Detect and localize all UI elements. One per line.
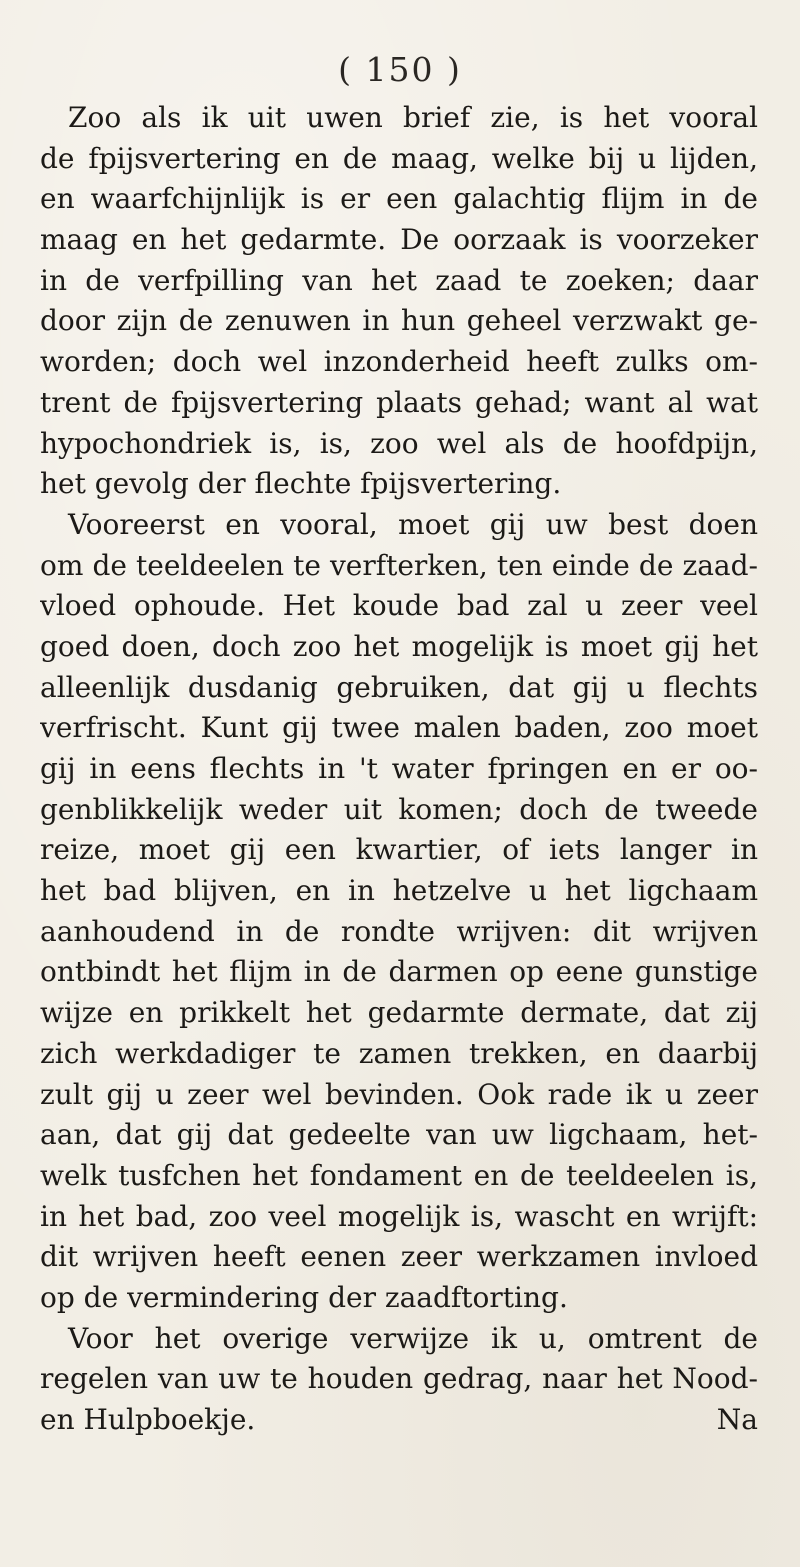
text-line: aanhoudend in de rondte wrijven: dit wrijven bbox=[40, 914, 758, 948]
catchword: Na bbox=[716, 1403, 758, 1436]
final-line-text: en Hulpboekje. bbox=[40, 1403, 256, 1436]
text-line: in het bad, zoo veel mogelijk is, wascht en wrijft: bbox=[40, 1199, 758, 1233]
text-line: door zijn de zenuwen in hun geheel verzwakt ge- bbox=[40, 304, 758, 338]
text-line: Voor het overige verwijze ik u, omtrent de bbox=[68, 1321, 758, 1355]
text-line: Zoo als ik uit uwen brief zie, is het vooral bbox=[68, 101, 758, 134]
body-text bbox=[40, 98, 758, 1441]
text-line: dit wrijven heeft eenen zeer werkzamen invloed bbox=[40, 1240, 758, 1274]
text-line: de fpijsvertering en de maag, welke bij u lijden, bbox=[40, 141, 758, 175]
text-line: trent de fpijsvertering plaats gehad; want al wat bbox=[40, 385, 758, 419]
page-number: ( 150 ) bbox=[338, 50, 462, 89]
text-line: gij in eens flechts in 't water fpringen en er oo- bbox=[40, 752, 758, 785]
text-line: reize, moet gij een kwartier, of iets langer in bbox=[40, 833, 758, 867]
text-line: zich werkdadiger te zamen trekken, en daarbij bbox=[40, 1036, 758, 1070]
text-line: zult gij u zeer wel bevinden. Ook rade ik u zeer bbox=[40, 1077, 758, 1111]
text-line: welk tusfchen het fondament en de teeldeelen is, bbox=[40, 1158, 758, 1192]
text-line: genblikkelijk weder uit komen; doch de tweede bbox=[40, 792, 758, 826]
text-line: het gevolg der flechte fpijsvertering. bbox=[40, 467, 562, 501]
text-line: hypochondriek is, is, zoo wel als de hoofdpijn, bbox=[40, 426, 758, 460]
text-line: worden; doch wel inzonderheid heeft zulks om- bbox=[40, 345, 758, 379]
text-line: goed doen, doch zoo het mogelijk is moet gij het bbox=[40, 629, 758, 663]
text-line: aan, dat gij dat gedeelte van uw ligchaam, het- bbox=[40, 1118, 758, 1152]
text-line: maag en het gedarmte. De oorzaak is voorzeker bbox=[40, 223, 758, 257]
text-line: vloed ophoude. Het koude bad zal u zeer veel bbox=[40, 589, 758, 623]
text-line: het bad blijven, en in hetzelve u het ligchaam bbox=[40, 874, 758, 908]
text-line: verfrischt. Kunt gij twee malen baden, zoo moet bbox=[40, 711, 758, 745]
text-line: Vooreerst en vooral, moet gij uw best doen bbox=[68, 507, 758, 541]
text-line: wijze en prikkelt het gedarmte dermate, dat zij bbox=[40, 996, 758, 1030]
text-line: ontbindt het flijm in de darmen op eene gunstige bbox=[40, 955, 758, 989]
text-line: om de teeldeelen te verfterken, ten einde de zaad- bbox=[40, 548, 758, 582]
text-line: alleenlijk dusdanig gebruiken, dat gij u flechts bbox=[40, 670, 758, 704]
text-line: op de vermindering der zaadftorting. bbox=[40, 1280, 568, 1314]
text-line: en waarfchijnlijk is er een galachtig flijm in de bbox=[40, 182, 758, 216]
final-line bbox=[40, 1400, 758, 1441]
text-line: regelen van uw te houden gedrag, naar het Nood- bbox=[40, 1362, 758, 1396]
text-line: in de verfpilling van het zaad te zoeken; daar bbox=[40, 263, 758, 297]
